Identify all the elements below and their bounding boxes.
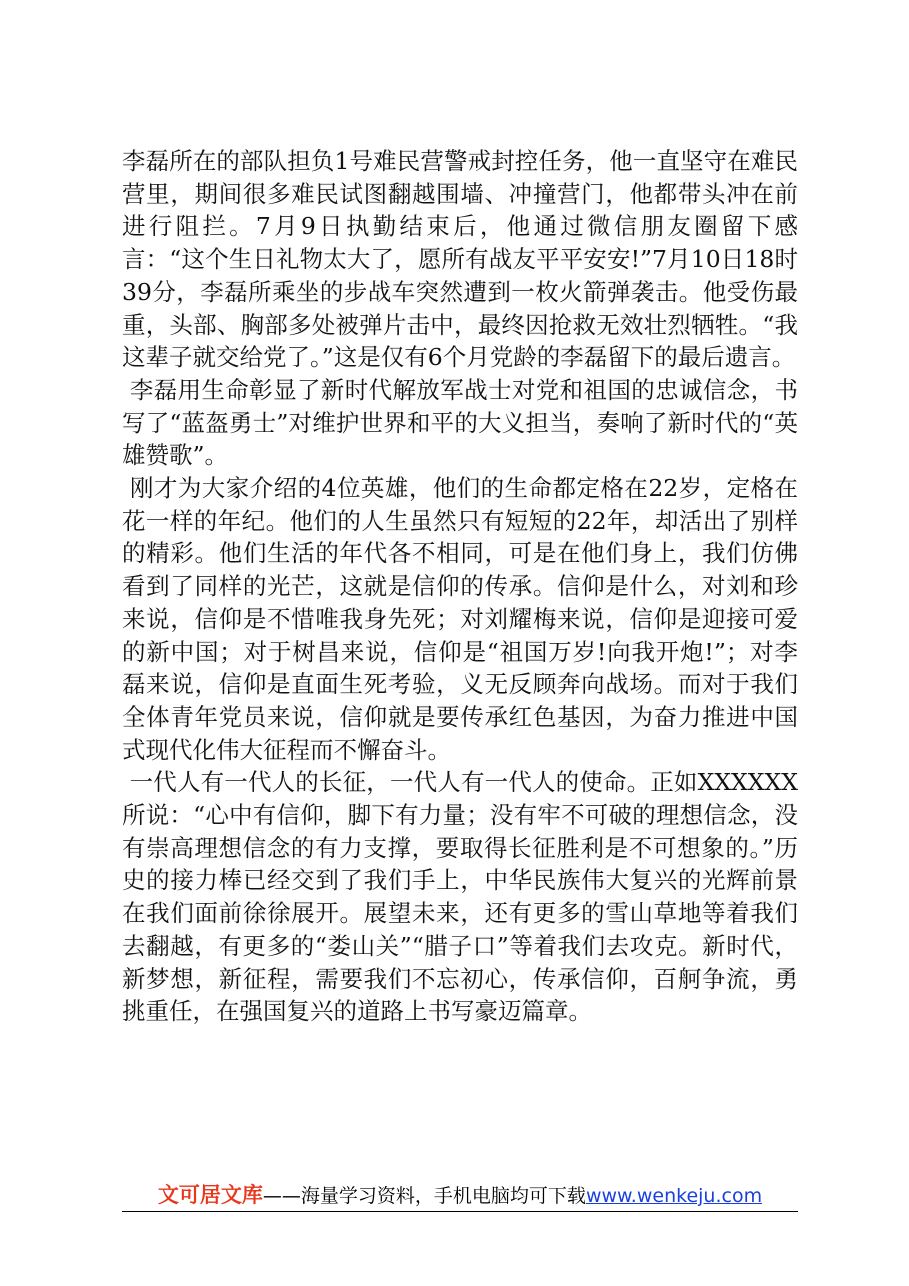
paragraph-long-march-call: 一代人有一代人的长征，一代人有一代人的使命。正如XXXXXX所说：“心中有信仰，脚下有力量；没有牢不可破的理想信念，没有崇高理想信念的有力支撑，要取得长征胜利是不可想象的。”历史的接力棒已经交到了我们手上，中华民族伟大复兴的光辉前景在我们面前徐徐展开。展望未来，还有更多的雪山草地等着我们去翻越，有更多的“娄山关”“腊子口”等着我们去攻克。新时代，新梦想，新征程，需要我们不忘初心，传承信仰，百舸争流，勇挑重任，在强国复兴的道路上书写豪迈篇章。 — [122, 768, 798, 1026]
footer-banner — [122, 1180, 798, 1210]
paragraph-four-heroes: 刚才为大家介绍的4位英雄，他们的生命都定格在22岁，定格在花一样的年纪。他们的人生虽然只有短短的22年，却活出了别样的精彩。他们生活的年代各不相同，可是在他们身上，我们仿佛看到了同样的光芒，这就是信仰的传承。信仰是什么，对刘和珍来说，信仰是不惜唯我身先死；对刘耀梅来说，信仰是迎接可爱的新中国；对于树昌来说，信仰是“祖国万岁!向我开炮!”；对李磊来说，信仰是直面生死考验，义无反顾奔向战场。而对于我们全体青年党员来说，信仰就是要传承红色基因，为奋力推进中国式现代化伟大征程而不懈奋斗。 — [122, 474, 798, 764]
paragraph-li-lei-story: 李磊所在的部队担负1号难民营警戒封控任务，他一直坚守在难民营里，期间很多难民试图翻越围墙、冲撞营门，他都带头冲在前进行阻拦。7月9日执勤结束后，他通过微信朋友圈留下感言：“这个生日礼物太大了，愿所有战友平平安安!”7月10日18时39分，李磊所乘坐的步战车突然遭到一枚火箭弹袭击。他受伤最重，头部、胸部多处被弹片击中，最终因抢救无效壮烈牺牲。“我这辈子就交给党了。”这是仅有6个月党龄的李磊留下的最后遗言。 — [122, 147, 798, 372]
document-body — [122, 145, 798, 1028]
footer-divider — [122, 1211, 798, 1212]
footer-site-link[interactable]: www.wenkeju.com — [585, 1185, 763, 1207]
footer-slogan: ——海量学习资料，手机电脑均可下载 — [262, 1185, 586, 1207]
footer-brand: 文可居文库 — [157, 1183, 263, 1207]
paragraph-li-lei-tribute: 李磊用生命彰显了新时代解放军战士对党和祖国的忠诚信念，书写了“蓝盔勇士”对维护世界和平的大义担当，奏响了新时代的“英雄赞歌”。 — [122, 375, 798, 470]
